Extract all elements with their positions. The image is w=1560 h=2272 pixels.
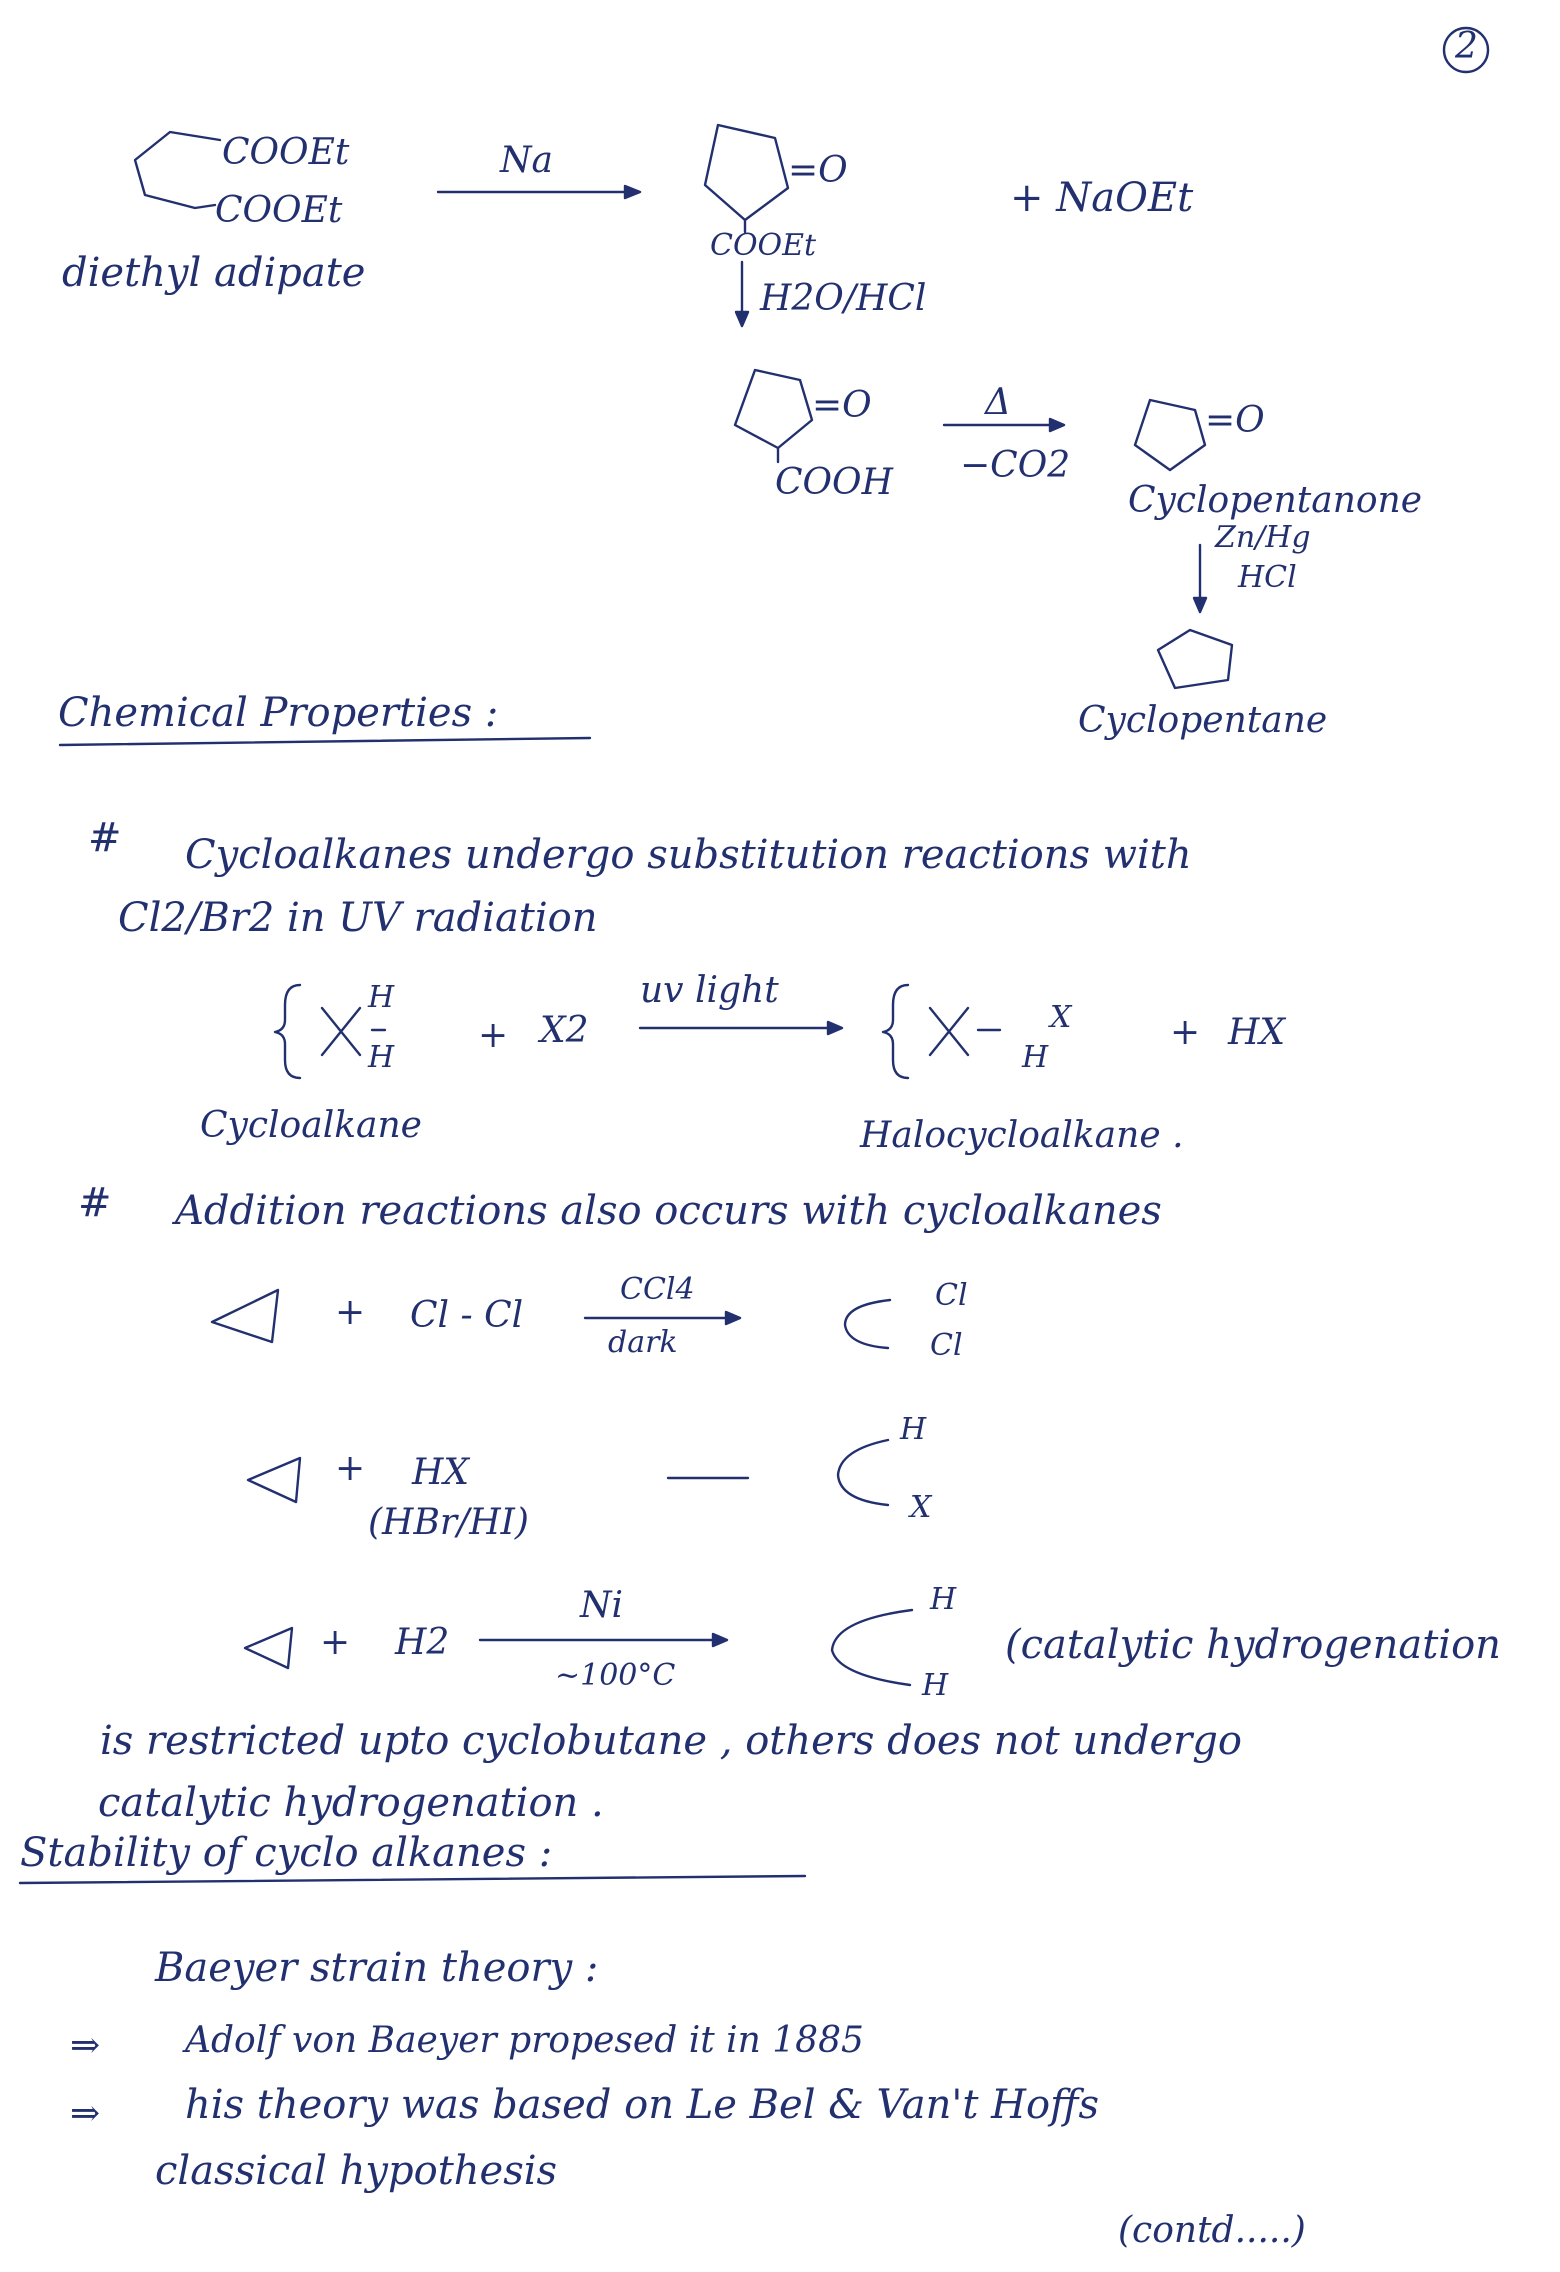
- rxn-2-condition-top: CCl4: [620, 1272, 695, 1307]
- rxn-3-reagent: HX: [412, 1452, 470, 1493]
- restriction-line-1: is restricted upto cyclobutane , others does not undergo: [100, 1718, 1242, 1764]
- rxn-1-plus-2: +: [1170, 1012, 1201, 1053]
- intermediate-1-substituent: COOEt: [710, 228, 817, 263]
- rxn-1-reagent: X2: [540, 1010, 589, 1051]
- cyclopropane-3: [248, 1458, 300, 1502]
- rxn-2-condition-bottom: dark: [608, 1325, 678, 1360]
- rxn-4-product-top: H: [930, 1582, 957, 1617]
- point-2-mark: ⇒: [70, 2093, 101, 2134]
- reagent-heat: Δ: [985, 382, 1011, 423]
- point-1-text: Adolf von Baeyer propesed it in 1885: [185, 2020, 864, 2061]
- rxn-1-byproduct: HX: [1228, 1012, 1286, 1053]
- rxn-3-plus: +: [335, 1448, 366, 1489]
- rxn-3-product-top: H: [900, 1412, 927, 1447]
- cyclopentanone-name: Cyclopentanone: [1128, 480, 1423, 521]
- arrow-heat-head: [1050, 419, 1064, 431]
- product-chain-3: [838, 1440, 888, 1505]
- arrow-down-1-head: [736, 312, 748, 326]
- cyclopentane-name: Cyclopentane: [1078, 700, 1328, 741]
- chemical-properties-heading: Chemical Properties :: [58, 690, 499, 736]
- point-1-mark: ⇒: [70, 2025, 101, 2066]
- intermediate-2-substituent: COOH: [775, 462, 893, 503]
- reactant-top-group: COOEt: [222, 132, 350, 173]
- rxn-1-reactant-h-top: H: [368, 980, 395, 1015]
- x-cycloalkane-1: [322, 1008, 360, 1055]
- rxn-2-reagent: Cl - Cl: [410, 1295, 524, 1336]
- product-chain-2: [845, 1300, 890, 1348]
- arrow-na-head: [625, 186, 640, 198]
- intermediate-2-oxo: =O: [812, 385, 872, 426]
- point-2-continuation: classical hypothesis: [155, 2148, 558, 2194]
- rxn-1-product-name: Halocycloalkane .: [860, 1115, 1184, 1156]
- arrow-down-2-head: [1194, 598, 1206, 612]
- rxn-4-condition-bottom: ~100°C: [555, 1658, 676, 1693]
- rxn-2-product-top: Cl: [935, 1278, 968, 1313]
- cyclopentanone-oxo: =O: [1205, 400, 1265, 441]
- bullet-1-mark: #: [88, 815, 122, 861]
- bullet-1-line-1: Cycloalkanes undergo substitution reactions with: [185, 832, 1192, 878]
- brace-left-1: [275, 985, 300, 1078]
- rxn-4-condition-top: Ni: [580, 1585, 624, 1626]
- rxn-3-product-bottom: X: [910, 1490, 932, 1525]
- rxn-4-product-bottom: H: [922, 1668, 949, 1703]
- product-chain-4: [832, 1610, 912, 1685]
- point-2-text: his theory was based on Le Bel & Van't Hoffs: [185, 2082, 1099, 2128]
- rxn-1-product-h: H: [1022, 1040, 1049, 1075]
- ring-cyclopentane: [1158, 630, 1232, 688]
- rxn-3-reagent-note: (HBr/HI): [368, 1502, 529, 1543]
- byproduct-naoet: + NaOEt: [1010, 175, 1194, 221]
- baeyer-subheading: Baeyer strain theory :: [155, 1945, 599, 1991]
- intermediate-1-oxo: =O: [788, 150, 848, 191]
- rxn-1-condition: uv light: [640, 970, 779, 1011]
- rxn-2-product-bottom: Cl: [930, 1328, 963, 1363]
- arrow-rxn-4-head: [713, 1634, 727, 1646]
- reagent-h2o-hcl: H2O/HCl: [760, 278, 927, 319]
- bullet-2-text: Addition reactions also occurs with cycloalkanes: [175, 1188, 1162, 1234]
- adipate-chain: [135, 132, 220, 208]
- rxn-2-plus: +: [335, 1292, 366, 1333]
- rxn-4-note: (catalytic hydrogenation: [1005, 1622, 1501, 1668]
- ring-intermediate-1: [705, 125, 788, 220]
- rxn-1-reactant-h-bottom: H: [368, 1040, 395, 1075]
- cyclopropane-4: [245, 1628, 292, 1668]
- rxn-4-reagent: H2: [395, 1622, 450, 1663]
- stability-heading: Stability of cyclo alkanes :: [20, 1830, 553, 1876]
- page-number: 2: [1455, 26, 1478, 67]
- cyclopropane-2: [212, 1290, 278, 1342]
- rxn-4-plus: +: [320, 1622, 351, 1663]
- reagent-minus-co2: −CO2: [960, 445, 1071, 486]
- rxn-1-product-x: X: [1050, 1000, 1072, 1035]
- underline-chem-props: [60, 738, 590, 745]
- reactant-name: diethyl adipate: [62, 250, 366, 296]
- reactant-bottom-group: COOEt: [215, 190, 343, 231]
- contd-note: (contd.....): [1118, 2210, 1306, 2251]
- reagent-na: Na: [500, 140, 553, 181]
- rxn-1-plus-1: +: [478, 1015, 509, 1056]
- ring-intermediate-2: [735, 370, 812, 448]
- bullet-1-line-2: Cl2/Br2 in UV radiation: [118, 895, 598, 941]
- x-cycloalkane-2: [930, 1008, 968, 1055]
- reagent-hcl: HCl: [1238, 560, 1297, 595]
- arrow-rxn-2-head: [726, 1312, 740, 1324]
- ring-cyclopentanone: [1135, 400, 1205, 470]
- rxn-1-reactant-name: Cycloalkane: [200, 1105, 422, 1146]
- underline-stability: [20, 1876, 805, 1883]
- brace-left-2: [883, 985, 908, 1078]
- bullet-2-mark: #: [78, 1180, 112, 1226]
- arrow-uv-head: [828, 1022, 842, 1034]
- reagent-zn-hg: Zn/Hg: [1215, 520, 1311, 555]
- restriction-line-2: catalytic hydrogenation .: [98, 1780, 604, 1826]
